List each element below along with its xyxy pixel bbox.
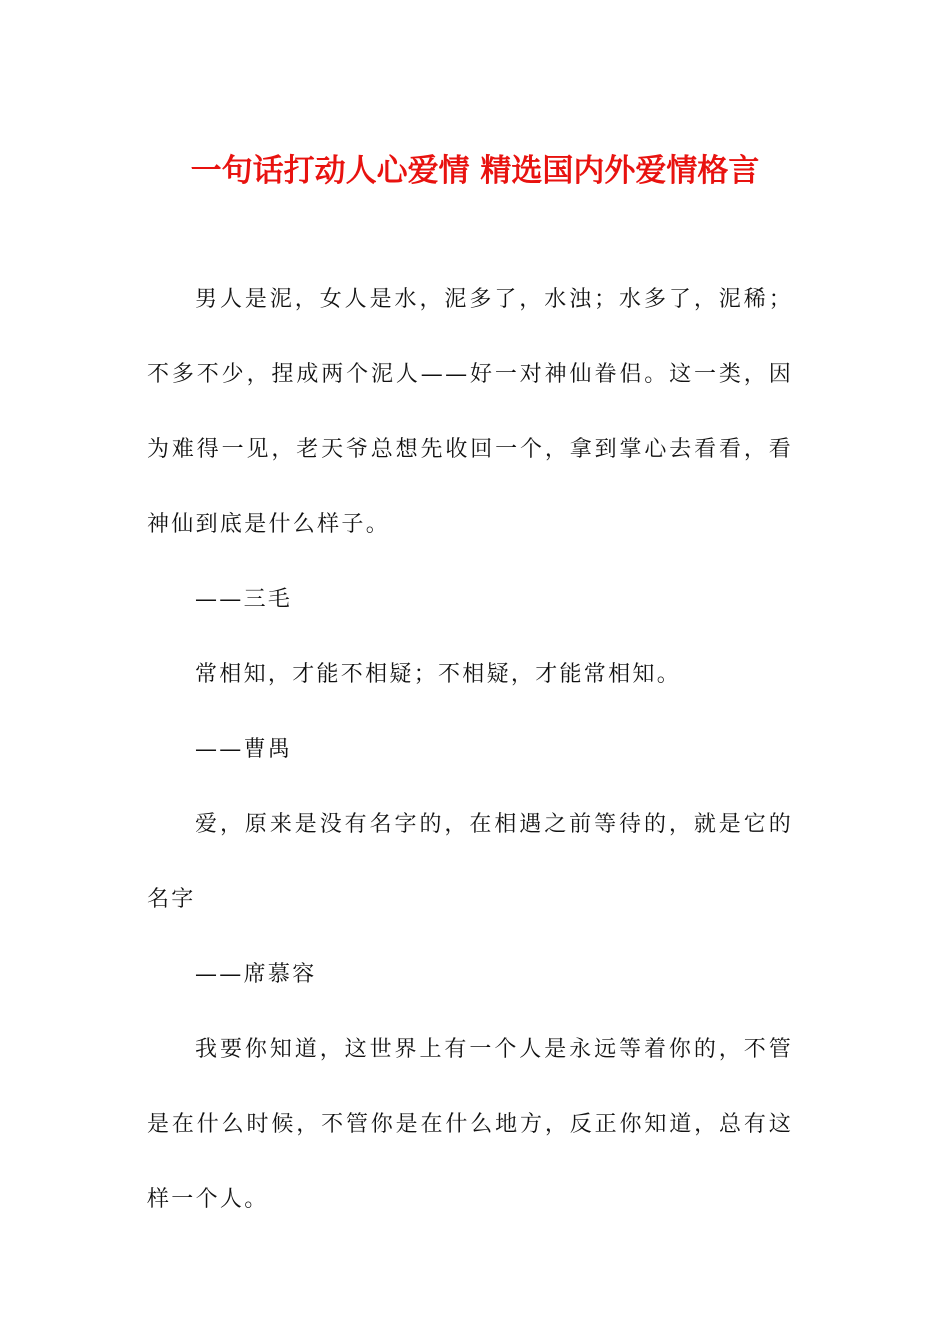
quote-paragraph-sanmao: 男人是泥，女人是水，泥多了，水浊；水多了，泥稀；不多不少，捏成两个泥人——好一对神仙眷侣。这一类，因为难得一见，老天爷总想先收回一个，拿到掌心去看看，看神仙到底是什么样子。 [147, 287, 793, 537]
quote-attribution-ximurong: ——席慕容 [195, 962, 317, 987]
quote-paragraph-ximurong: 爱，原来是没有名字的，在相遇之前等待的，就是它的名字 [147, 812, 793, 912]
document-body [147, 262, 793, 1237]
document-title: 一句话打动人心爱情 精选国内外爱情格言 [190, 153, 760, 189]
quote-attribution-sanmao: ——三毛 [195, 587, 293, 612]
quote-attribution-caoyu: ——曹禺 [195, 737, 293, 762]
quote-paragraph-waiting: 我要你知道，这世界上有一个人是永远等着你的，不管是在什么时候，不管你是在什么地方，反正你知道，总有这样一个人。 [147, 1037, 793, 1212]
quote-paragraph-caoyu: 常相知，才能不相疑；不相疑，才能常相知。 [195, 662, 682, 687]
